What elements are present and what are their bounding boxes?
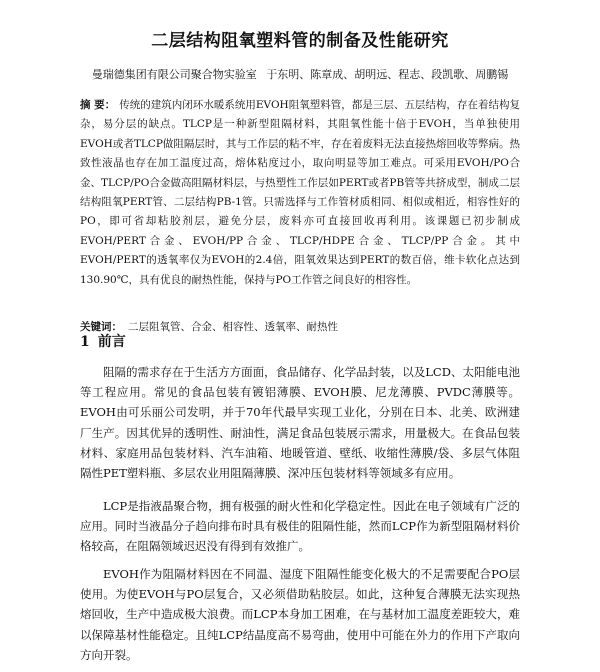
abstract-label: 摘 要：: [80, 99, 116, 111]
section-heading: [80, 331, 126, 351]
keywords: [80, 318, 520, 337]
author-line: [0, 66, 600, 82]
abstract: [80, 96, 520, 290]
affiliation: 曼瑞德集团有限公司聚合物实验室: [91, 68, 257, 81]
author-names: 于东明、陈章成、胡明远、程志、段凯歌、周鹏锡: [266, 68, 509, 81]
body-paragraph: EVOH作为阻隔材料因在不同温、湿度下阻隔性能变化极大的不足需要配合PO层使用。为使EVOH与PO层复合，又必须借助粘胶层。如此，这种复合薄膜无法实现热熔回收，生产中造成极大浪费。而LCP本身加工困难，在与基材加工温度差距较大，难以保障基材性能稳定。且纯LCP结晶度高不易弯曲，使用中可能在外力的作用下产取向方向开裂。: [80, 567, 520, 662]
body-paragraph: LCP是指液晶聚合物，拥有极强的耐火性和化学稳定性。因此在电子领域有广泛的应用。同时当液晶分子趋向排布时具有极佳的阻隔性能，然而LCP作为新型阻隔材料价格较高，在阻隔领域迟迟没有得到有效推广。: [80, 499, 520, 554]
keywords-text: 二层阻氧管、合金、相容性、透氧率、耐热性: [128, 321, 338, 333]
paper-title: 二层结构阻氧塑料管的制备及性能研究: [151, 31, 449, 51]
keywords-label: 关键词：: [80, 321, 122, 333]
section-number: 1: [80, 334, 90, 350]
abstract-text: 传统的建筑内闭环水暖系统用EVOH阻氧塑料管，都是三层、五层结构，存在着结构复杂，易分层的缺点。TLCP是一种新型阻隔材料，其阻氧性能十倍于EVOH，当单独使用EVOH或者TLCP做阻隔层时，其与工作层的粘不牢，存在着废料无法直接热熔回收等弊病。热致性液晶也存在加工温度过高，熔体粘度过小，取向明显等加工难点。可采用EVOH/PO合金、TLCP/PO合金做高阻隔材料层，与热塑性工作层如PERT或者PB管等共挤成型，制成二层结构阻氧PERT管、二层结构PB-1管。只需选择与工作管材质相同、相似或相近，相容性好的PO，即可省却粘胶剂层，避免分层，废料亦可直接回收再利用。该课题已初步制成EVOH/PERT合金、EVOH/PP合金、TLCP/HDPE合金、TLCP/PP合金。其中EVOH/PERT的透氧率仅为EVOH的2.4倍，阻氧效果达到PERT的数百倍，维卡软化点达到130.90℃，具有优良的耐热性能，保持与PO工作管之间良好的相容性。: [80, 99, 521, 286]
body-paragraph: 阻隔的需求存在于生活方方面面，食品储存、化学品封装，以及LCD、太阳能电池等工程应用。常见的食品包装有镀铝薄膜、EVOH膜、尼龙薄膜、PVDC薄膜等。EVOH由可乐丽公司发明，并于70年代最早实现工业化，分别在日本、北美、欧洲建厂生产。因其优异的透明性、耐油性，满足食品包装展示需求，用量极大。在食品包装材料、家庭用品包装材料、汽车油箱、地暖管道、壁纸、收缩性薄膜/袋、多层气体阻隔性PET塑料瓶、多层农业用阻隔薄膜、深冲压包装材料等领域多有应用。: [80, 365, 520, 481]
section-title: 前言: [97, 334, 126, 350]
